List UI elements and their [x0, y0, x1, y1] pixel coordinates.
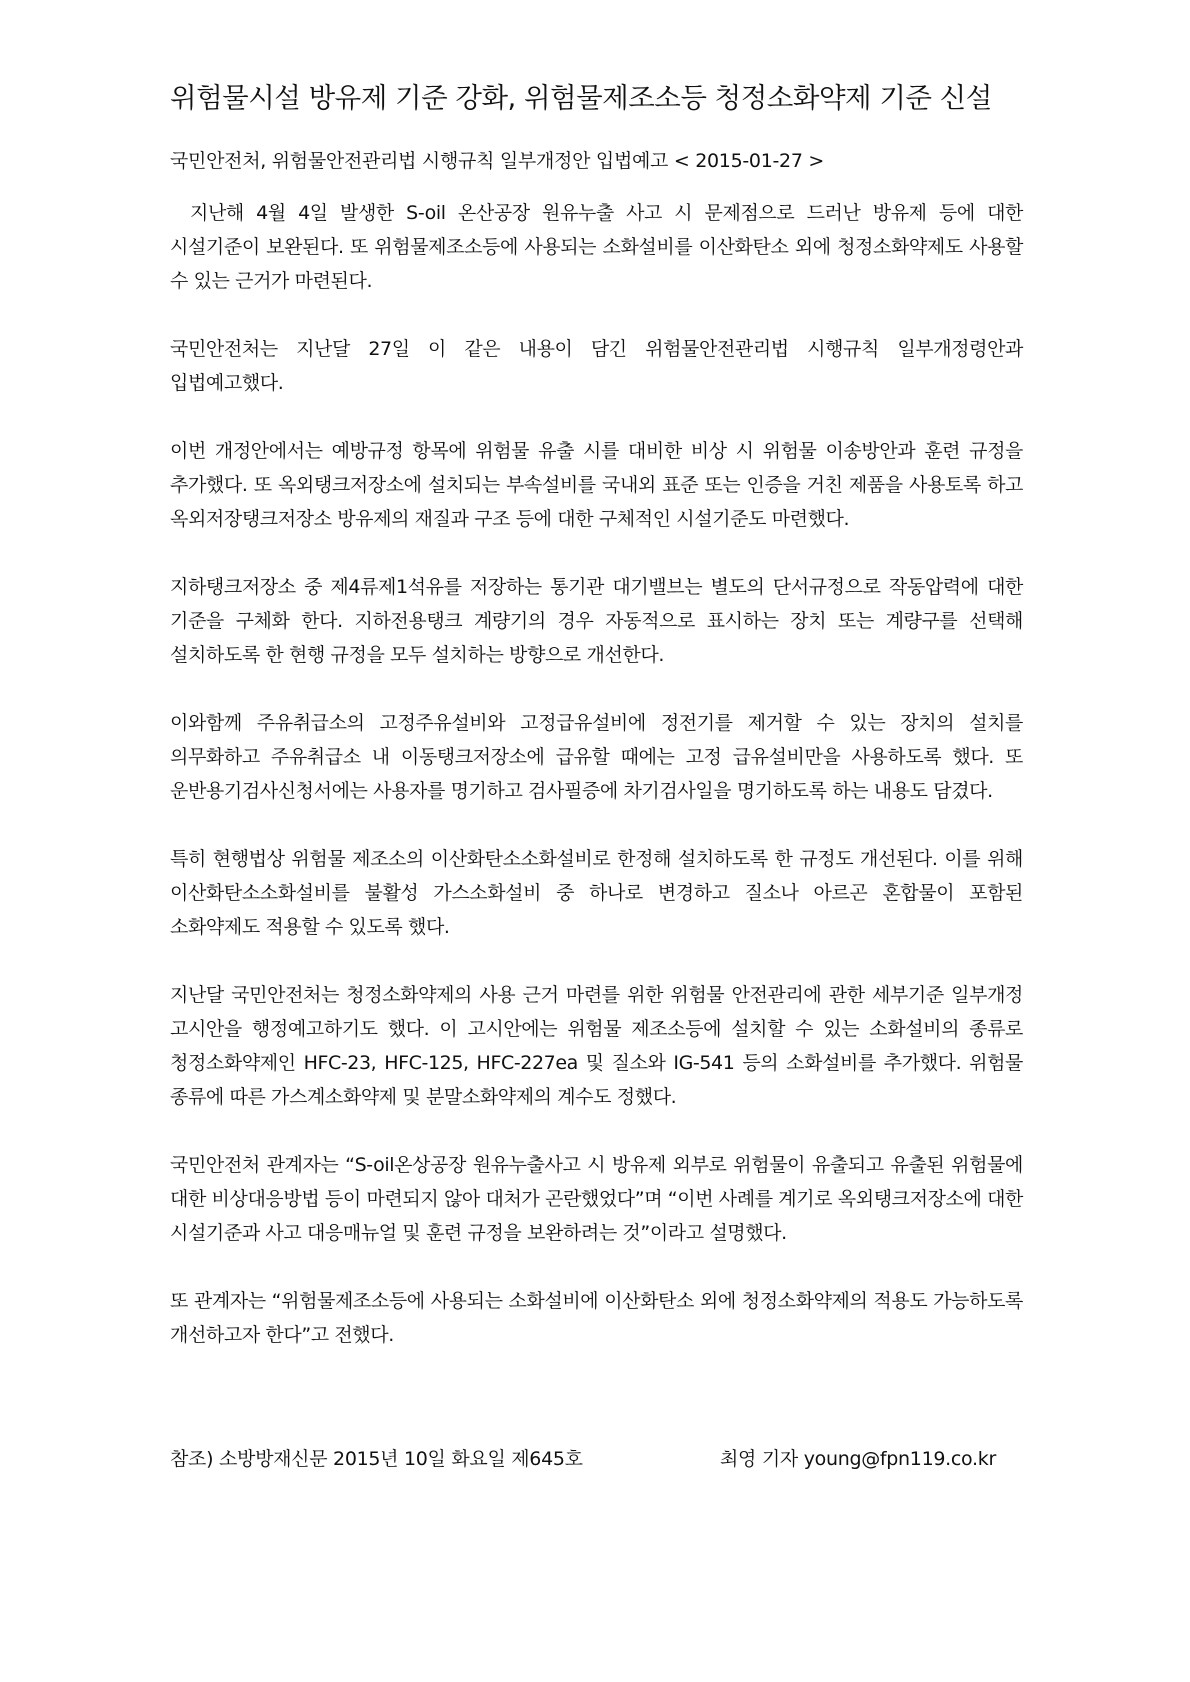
body-paragraph: 이와함께 주유취급소의 고정주유설비와 고정급유설비에 정전기를 제거할 수 있는 장치의 설치를 의무화하고 주유취급소 내 이동탱크저장소에 급유할 때에는 고정 급유설비만을 사용하도록 했다. 또 운반용기검사신청서에는 사용자를 명기하고 검사필증에 차기검사일을 명기하도록 하는 내용도 담겼다. [170, 712, 1023, 802]
body-paragraph: 지난달 국민안전처는 청정소화약제의 사용 근거 마련를 위한 위험물 안전관리에 관한 세부기준 일부개정 고시안을 행정예고하기도 했다. 이 고시안에는 위험물 제조소등에 설치할 수 있는 소화설비의 종류로 청정소화약제인 HFC-23, HFC-125, HFC-227ea 및 질소와 IG-541 등의 소화설비를 추가했다. 위험물 종류에 따른 가스계소화약제 및 분말소화약제의 계수도 정했다. [170, 984, 1023, 1108]
body-paragraph: 또 관계자는 “위험물제조소등에 사용되는 소화설비에 이산화탄소 외에 청정소화약제의 적용도 가능하도록 개선하고자 한다”고 전했다. [170, 1290, 1023, 1346]
article-title: 위험물시설 방유제 기준 강화, 위험물제조소등 청정소화약제 기준 신설 [170, 82, 992, 114]
body-paragraph: 국민안전처 관계자는 “S-oil온상공장 원유누출사고 시 방유제 외부로 위험물이 유출되고 유출된 위험물에 대한 비상대응방법 등이 마련되지 않아 대처가 곤란했었다”며 “이번 사례를 계기로 옥외탱크저장소에 대한 시설기준과 사고 대응매뉴얼 및 훈련 규정을 보완하려는 것”이라고 설명했다. [170, 1154, 1023, 1244]
body-paragraph: 지난해 4월 4일 발생한 S-oil 온산공장 원유누출 사고 시 문제점으로 드러난 방유제 등에 대한 시설기준이 보완된다. 또 위험물제조소등에 사용되는 소화설비를 이산화탄소 외에 청정소화약제도 사용할 수 있는 근거가 마련된다. [170, 202, 1023, 292]
body-paragraph: 특히 현행법상 위험물 제조소의 이산화탄소소화설비로 한정해 설치하도록 한 규정도 개선된다. 이를 위해 이산화탄소소화설비를 불활성 가스소화설비 중 하나로 변경하고 질소나 아르곤 혼합물이 포함된 소화약제도 적용할 수 있도록 했다. [170, 848, 1023, 938]
article-subtitle: 국민안전처, 위험물안전관리법 시행규칙 일부개정안 입법예고 < 2015-01-27 > [170, 150, 824, 172]
reporter-byline: 최영 기자 young@fpn119.co.kr [720, 1448, 996, 1470]
body-paragraph: 국민안전처는 지난달 27일 이 같은 내용이 담긴 위험물안전관리법 시행규칙 일부개정령안과 입법예고했다. [170, 338, 1023, 394]
article-body [170, 196, 1023, 1352]
body-paragraph: 이번 개정안에서는 예방규정 항목에 위험물 유출 시를 대비한 비상 시 위험물 이송방안과 훈련 규정을 추가했다. 또 옥외탱크저장소에 설치되는 부속설비를 국내외 표준 또는 인증을 거친 제품을 사용토록 하고 옥외저장탱크저장소 방유제의 재질과 구조 등에 대한 구체적인 시설기준도 마련했다. [170, 440, 1023, 530]
document-page [170, 78, 1023, 1386]
body-paragraph: 지하탱크저장소 중 제4류제1석유를 저장하는 통기관 대기밸브는 별도의 단서규정으로 작동압력에 대한 기준을 구체화 한다. 지하전용탱크 계량기의 경우 자동적으로 표시하는 장치 또는 계량구를 선택해 설치하도록 한 현행 규정을 모두 설치하는 방향으로 개선한다. [170, 576, 1023, 666]
source-reference: 참조) 소방방재신문 2015년 10일 화요일 제645호 [170, 1448, 583, 1470]
